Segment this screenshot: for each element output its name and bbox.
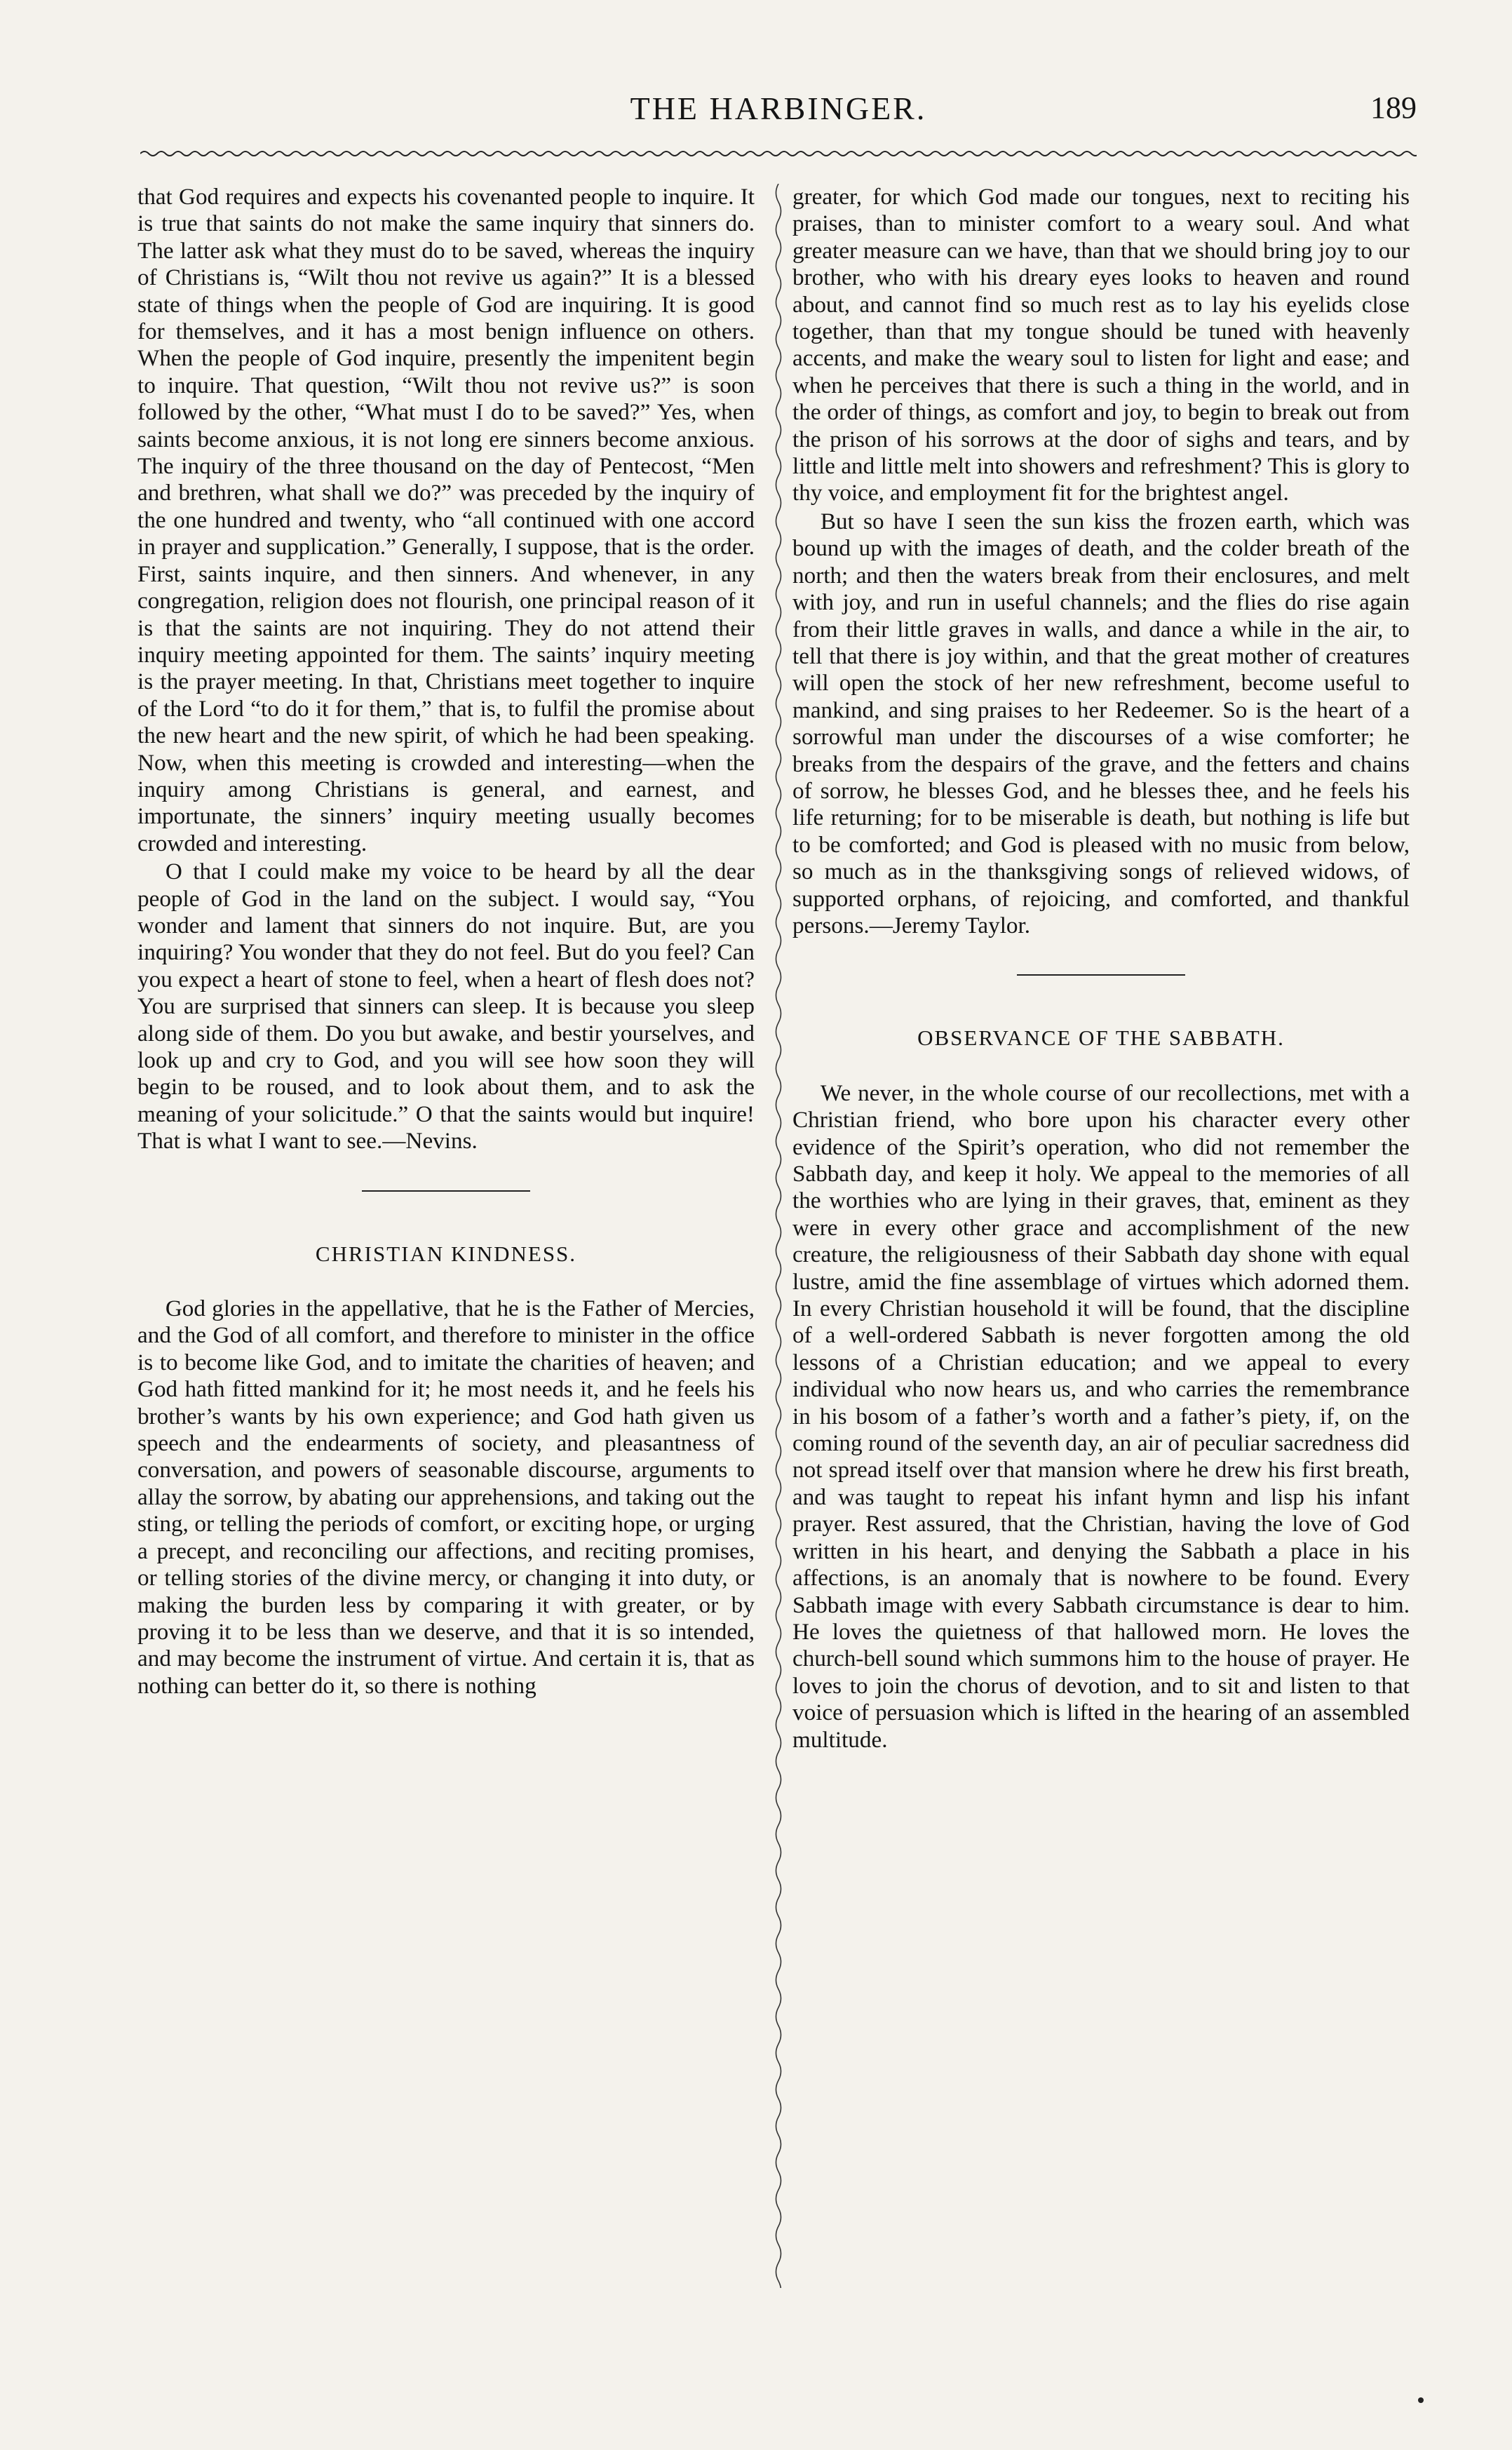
- paragraph: We never, in the whole course of our recollections, met with a Christian friend, who bore upon his character every other evidence of the Spirit’s operation, who did not remember the Sabbath day, and keep it holy. We appeal to the memories of all the worthies who are lying in their graves, that, eminent as they were in every other grace and accomplishment of the new creature, the religiousness of their Sabbath day shone with equal lustre, amid the fine assemblage of virtues which adorned them. In every Christian household it will be found, that the discipline of a well-ordered Sabbath is never forgotten among the old lessons of a Christian education; and we appeal to every individual who now hears us, and who carries the remembrance in his bosom of a father’s worth and a father’s piety, if, on the coming round of the seventh day, an air of peculiar sacredness did not spread itself over that mansion where he drew his first breath, and was taught to repeat his infant hymn and lisp his infant prayer. Rest assured, that the Christian, having the love of God written in his heart, and denying the Sabbath a place in his affections, is an anomaly that is nowhere to be found. Every Sabbath image with every Sabbath circumstance is dear to him. He loves the quietness of that hallowed morn. He loves the church-bell sound which summons him to the house of prayer. He loves to join the chorus of devotion, and to sit and listen to that voice of persuasion which is lifted in the hearing of an assembled multitude.: [792, 1079, 1410, 1753]
- section-title: CHRISTIAN KINDNESS.: [315, 1241, 577, 1266]
- section-divider: [362, 1190, 530, 1192]
- header-wavy-rule: [140, 149, 1417, 159]
- paragraph: O that I could make my voice to be heard by all the dear people of God in the land on the subject. I would say, “You wonder and lament that sinners do not inquire. But, are you inquiring? You wonder that they do not feel. But do you feel? Can you expect a heart of stone to feel, when a heart of flesh does not? You are surprised that sinners can sleep. It is because you sleep along side of them. Do you but awake, and bestir yourselves, and look up and cry to God, and you will see how soon they will begin to be roused, and to look about them, and to ask the meaning of your solicitude.” O that the saints would but inquire! That is what I want to see.—Nevins.: [137, 859, 755, 1155]
- paragraph: greater, for which God made our tongues, next to reciting his praises, than to minister comfort to a weary soul. And what greater measure can we have, than that we should bring joy to our brother, who with his dreary eyes looks to heaven and round about, and cannot find so much rest as to lay his eyelids close together, than that my tongue should be tuned with heavenly accents, and make the weary soul to listen for light and ease; and when he perceives that there is such a thing in the world, and in the order of things, as comfort and joy, to begin to break out from the prison of his sorrows at the door of sighs and tears, and by little and little melt into showers and refreshment? This is glory to thy voice, and employment fit for the brightest angel.: [792, 184, 1410, 506]
- page-header: [140, 90, 1417, 139]
- paragraph: that God requires and expects his covenanted people to inquire. It is true that saints do not make the same inquiry that sinners do. The latter ask what they must do to be saved, whereas the inquiry of Christians is, “Wilt thou not revive us again?” It is a blessed state of things when the people of God are inquiring. It is good for themselves, and it has a most benign influence on others. When the people of God inquire, presently the impenitent begin to inquire. That question, “Wilt thou not revive us?” is soon followed by the other, “What must I do to be saved?” Yes, when saints become anxious, it is not long ere sinners become anxious. The inquiry of the three thousand on the day of Pentecost, “Men and brethren, what shall we do?” was preceded by the inquiry of the one hundred and twenty, who “all continued with one accord in prayer and supplication.” Generally, I suppose, that is the order. First, saints inquire, and then sinners. And whenever, in any congregation, religion does not flourish, one principal reason of it is that the saints are not inquiring. They do not attend their inquiry meeting appointed for them. The saints’ inquiry meeting is the prayer meeting. In that, Christians meet together to inquire of the Lord “to do it for them,” that is, to fulfil the promise about the new heart and the new spirit, of which he had been speaking. Now, when this meeting is crowded and interesting—when the inquiry among Christians is general, and earnest, and importunate, the sinners’ inquiry meeting usually becomes crowded and interesting.: [137, 184, 755, 856]
- section-title: OBSERVANCE OF THE SABBATH.: [917, 1025, 1285, 1051]
- right-column: [792, 184, 1410, 2351]
- page-number: 189: [1370, 90, 1417, 125]
- running-title: THE HARBINGER.: [630, 90, 927, 126]
- paragraph: But so have I seen the sun kiss the frozen earth, which was bound up with the images of death, and the colder breath of the north; and then the waters break from their enclosures, and melt with joy, and run in useful channels; and the flies do rise again from their little graves in walls, and dance a while in the air, to tell that there is joy within, and that the great mother of creatures will open the stock of her new refreshment, become useful to mankind, and sing praises to her Redeemer. So is the heart of a sorrowful man under the discourses of a wise comforter; he breaks from the despairs of the grave, and the fetters and chains of sorrow, he blesses God, and he blesses thee, and he feels his life returning; for to be miserable is death, but nothing is life but to be comforted; and God is pleased with no music from below, so much as in the thanksgiving songs of relieved widows, of supported orphans, of rejoicing, and comforted, and thankful persons.—Jeremy Taylor.: [792, 508, 1410, 938]
- column-divider: [771, 184, 785, 2288]
- paragraph: God glories in the appellative, that he is the Father of Mercies, and the God of all comfort, and therefore to minister in the office is to become like God, and to imitate the charities of heaven; and God hath fitted mankind for it; he most needs it, and he feels his brother’s wants by his own experience; and God hath given us speech and the endearments of society, and pleasantness of conversation, and powers of seasonable discourse, arguments to allay the sorrow, by abating our apprehensions, and taking out the sting, or telling the periods of comfort, or exciting hope, or urging a precept, and reconciling our affections, and reciting promises, or telling stories of the divine mercy, or changing it into duty, or making the burden less by comparing it with greater, or by proving it to be less than we deserve, and that it is so intended, and may become the instrument of virtue. And certain it is, that as nothing can better do it, so there is nothing: [137, 1295, 755, 1699]
- stray-mark: [1418, 2397, 1424, 2403]
- section-divider: [1017, 974, 1185, 976]
- left-column: [137, 184, 755, 2351]
